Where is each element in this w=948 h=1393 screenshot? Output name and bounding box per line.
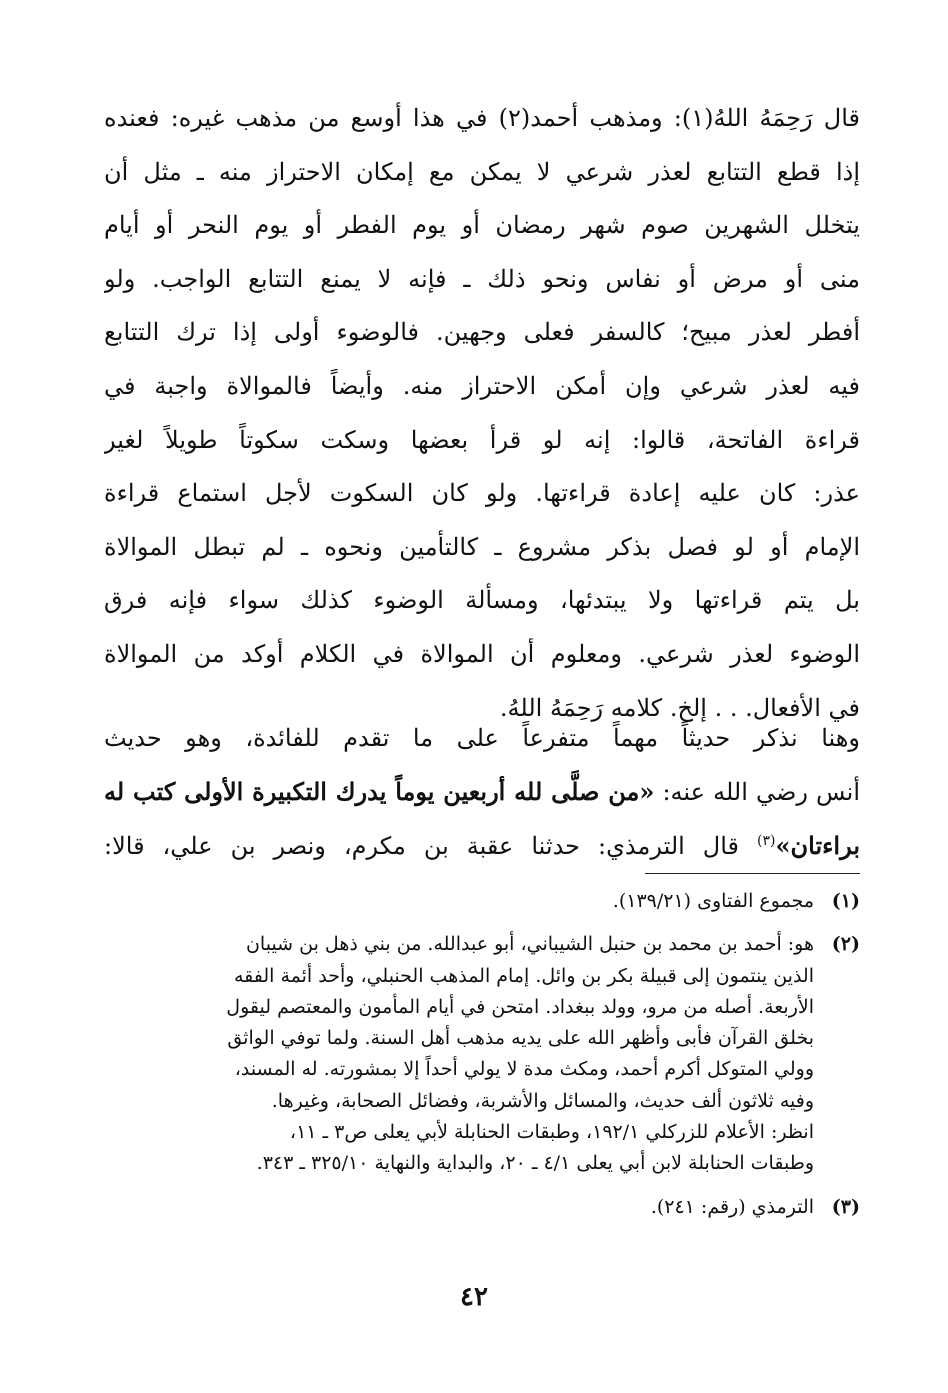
footnote-line: هو: أحمد بن محمد بن حنبل الشيباني، أبو عبدالله. من بني ذهل بن شيبان [245,933,814,956]
footnote-line: مجموع الفتاوى (١٣٩/٢١). [612,890,814,912]
hadith-paragraph [104,711,860,873]
footnote-line: انظر: الأعلام للزركلي ١٩٢/١، وطبقات الحنابلة لأبي يعلى ص٣ ـ ١١، [289,1121,814,1144]
text-line: منى أو مرض أو نفاس ونحو ذلك ـ فإنه لا يمنع التتابع الواجب. ولو [104,264,860,293]
hadith-text: «من صلَّى لله أربعين يوماً يدرك التكبيرة الأولى كتب له [104,777,655,806]
footnote-line: وولي المتوكل أكرم أحمد، ومكث مدة لا يولي أحداً إلا بمشورته. له المسند، [234,1058,814,1081]
footnote-2 [104,929,860,1179]
hadith-narrator: أنس رضي الله عنه: [654,778,860,806]
hadith-text-end: براءتان» [775,831,860,860]
footnote-3 [104,1192,860,1223]
footnote-ref: (٣) [757,833,776,849]
page-number: ٤٢ [460,1282,488,1312]
footnote-number: (١) [831,890,860,912]
text-line: فيه لعذر شرعي وإن أمكن الاحتراز منه. وأيضاً فالموالاة واجبة في [104,371,860,400]
footnote-body [104,929,814,1179]
text-line: يتخلل الشهرين صوم شهر رمضان أو يوم الفطر أو يوم النحر أو أيام [104,211,860,240]
footnote-line: الذين ينتمون إلى قبيلة بكر بن وائل. إمام المذهب الحنبلي، وأحد أئمة الفقه [233,964,814,987]
text-line: قراءة الفاتحة، قالوا: إنه لو قرأ بعضها وسكت سكوتاً طويلاً لغير [104,425,860,454]
text-line: عذر: كان عليه إعادة قراءتها. ولو كان السكوت لأجل استماع قراءة [104,479,860,508]
text-line: إذا قطع التتابع لعذر شرعي لا يمكن مع إمكان الاحتراز منه ـ مثل أن [104,157,860,186]
footnote-body [104,1192,814,1223]
footnote-line: بخلق القرآن فأبى وأظهر الله على يديه مذهب أهل السنة. ولما توفي الواثق [227,1027,814,1050]
text-line: الوضوء لعذر شرعي. ومعلوم أن الموالاة في الكلام أوكد من الموالاة [104,639,860,668]
footnote-number: (٢) [831,933,860,956]
text-line: أفطر لعذر مبيح؛ كالسفر فعلى وجهين. فالوضوء أولى إذا ترك التتابع [104,318,860,347]
footnote-body [104,886,814,917]
footnote-line: الترمذي (رقم: ٢٤١). [650,1195,814,1218]
footnote-separator [645,873,860,874]
footnote-line: الأربعة. أصله من مرو، وولد ببغداد. امتحن في أيام المأمون والمعتصم ليقول [226,995,814,1018]
footnote-line: وفيه ثلاثون ألف حديث، والمسائل والأشربة، وفضائل الصحابة، وغيرها. [271,1089,814,1112]
text-line: قال رَحِمَهُ اللهُ(١): ومذهب أحمد(٢) في هذا أوسع من مذهب غيره: فعنده [104,104,860,132]
tirmidhi-text: قال الترمذي: حدثنا عقبة بن مكرم، ونصر بن علي، قالا: [104,832,758,860]
text-line: وهنا نذكر حديثاً مهماً متفرعاً على ما تقدم للفائدة، وهو حديث [104,724,860,752]
text-line: في الأفعال. . . إلخ. كلامه رَحِمَهُ اللهُ. [499,693,860,722]
text-line [104,765,860,819]
text-line [104,819,860,873]
text-line: الإمام أو لو فصل بذكر مشروع ـ كالتأمين ونحوه ـ لم تبطل الموالاة [104,532,860,561]
footnote-line: وطبقات الحنابلة لابن أبي يعلى ٤/١ ـ ٢٠، والبداية والنهاية ٣٢٥/١٠ ـ ٣٤٣. [256,1152,814,1175]
text-line: بل يتم قراءتها ولا يبتدئها، ومسألة الوضوء كذلك سواء فإنه فرق [104,586,860,615]
footnote-1 [104,886,860,917]
main-paragraph [104,92,860,735]
footnote-number: (٣) [831,1195,860,1218]
footnotes [104,886,860,1235]
